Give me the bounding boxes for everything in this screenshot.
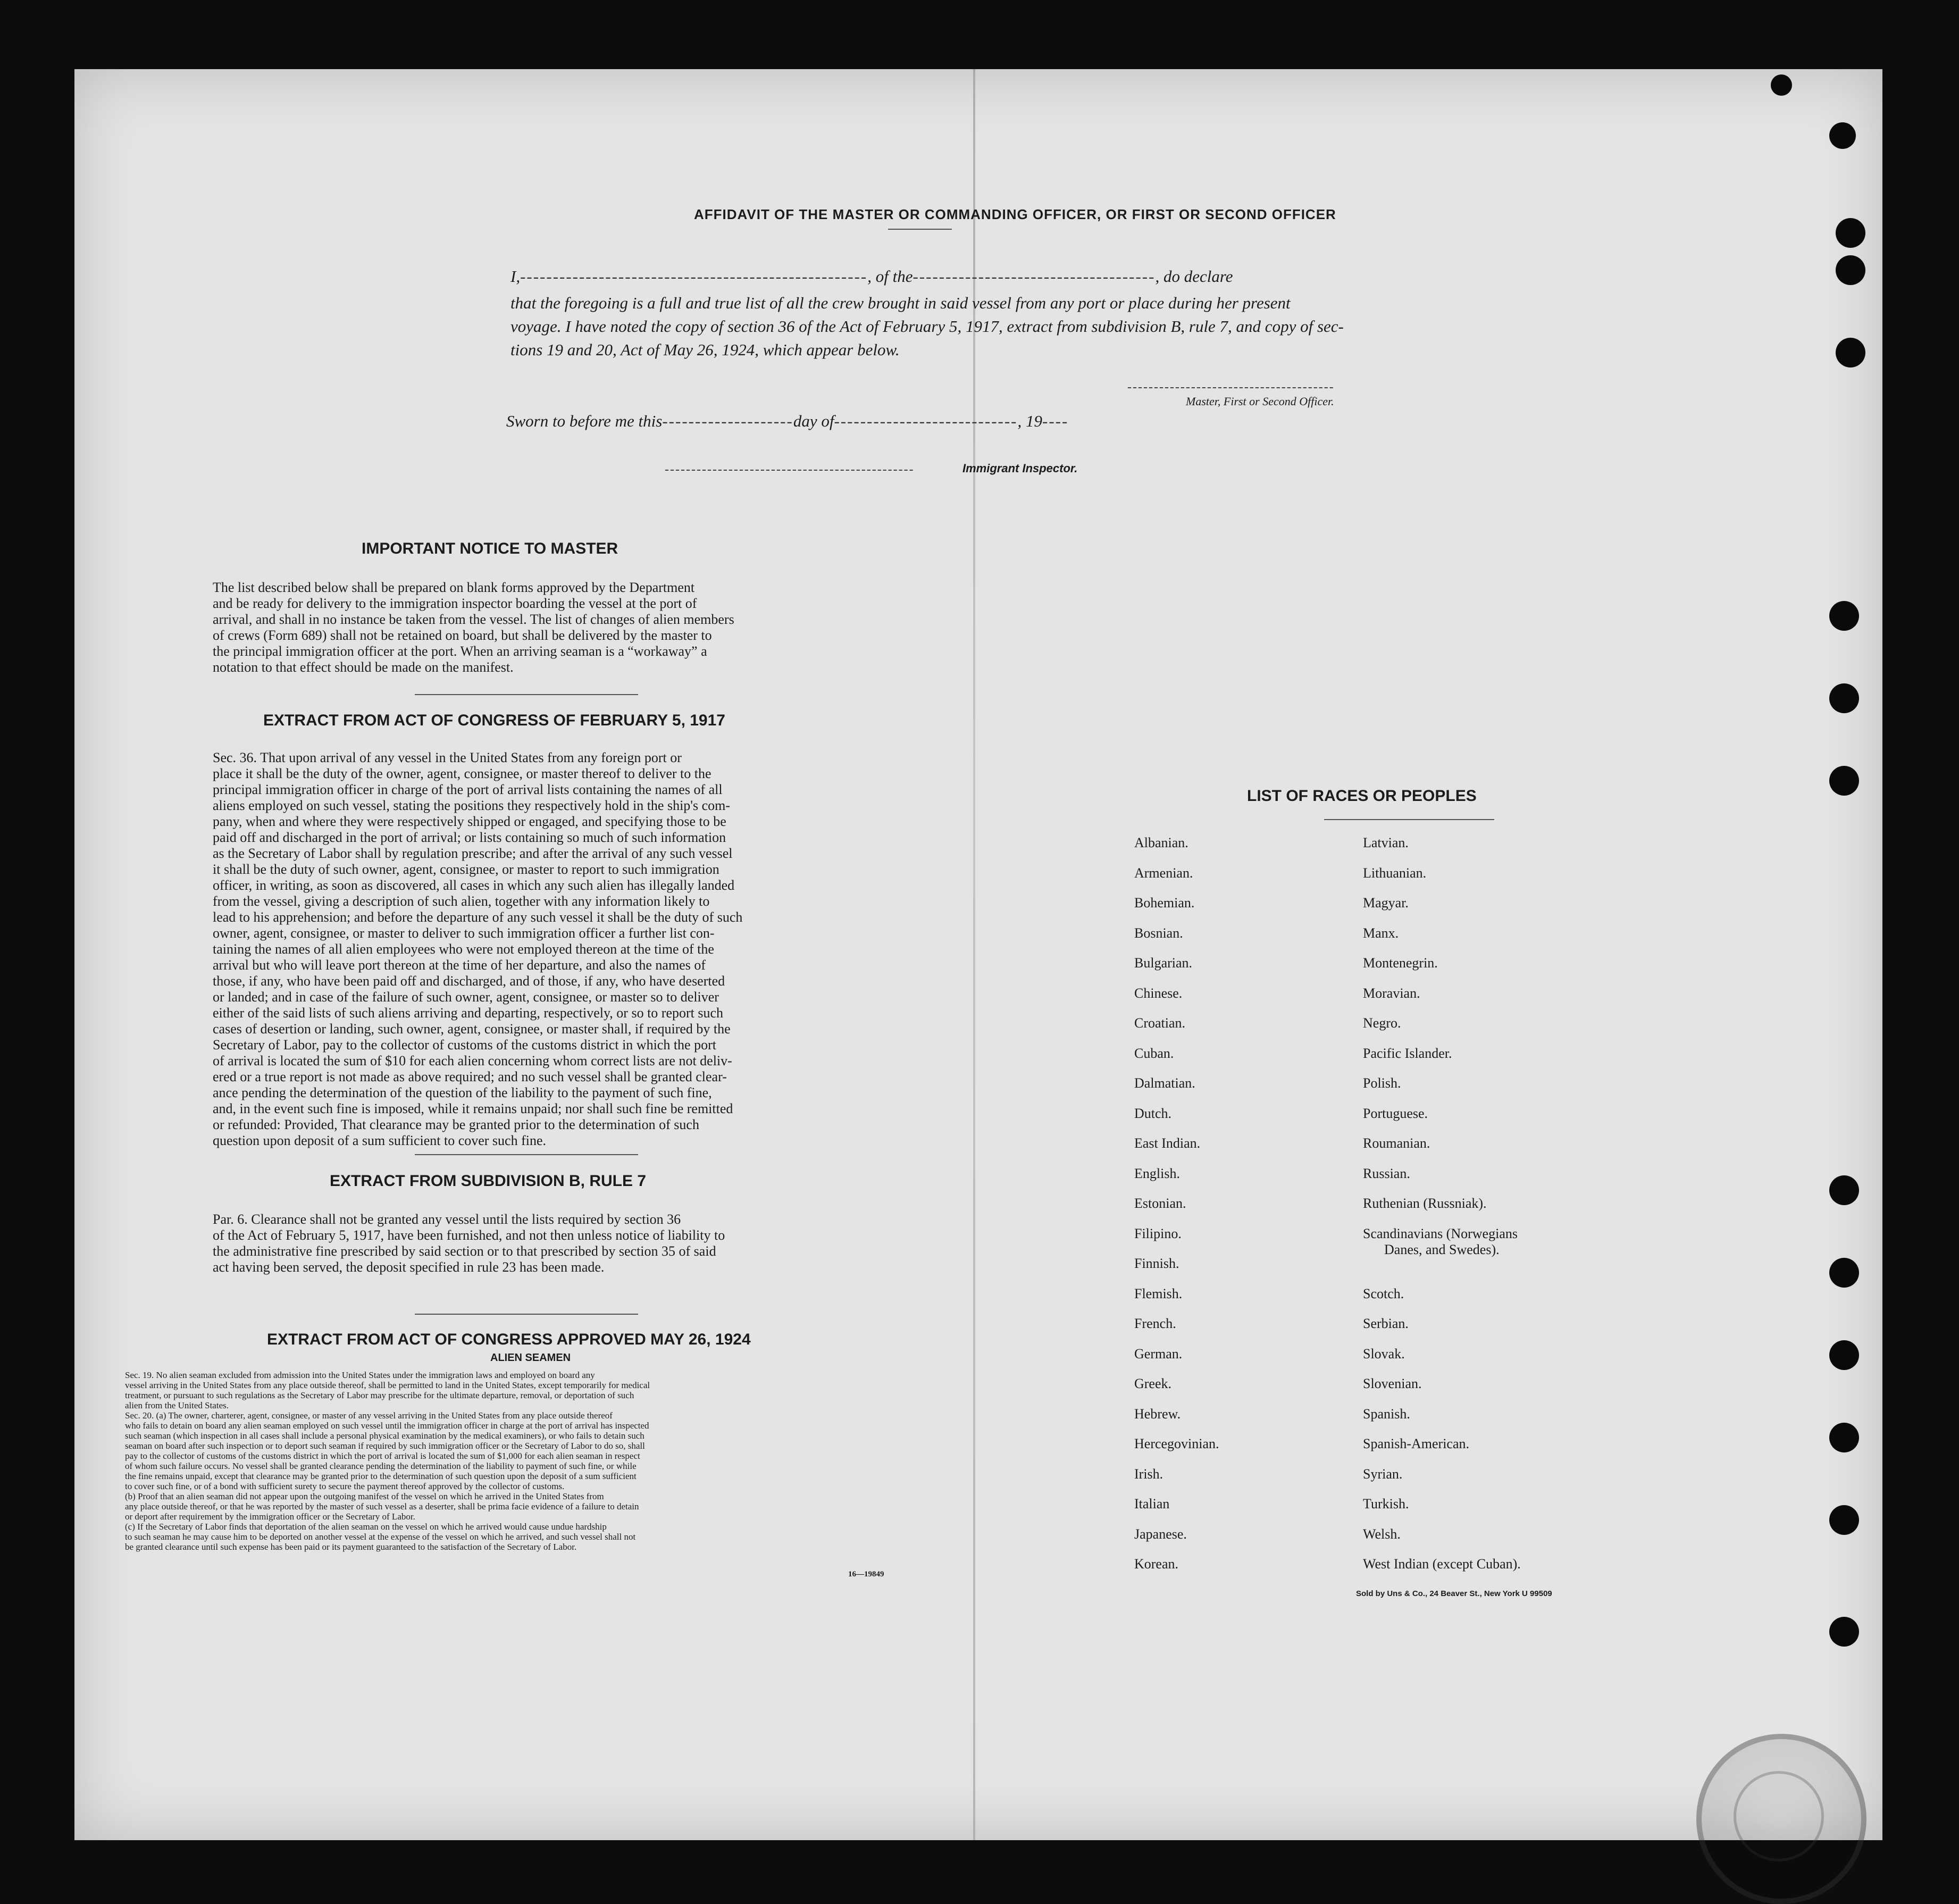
notice-line: The list described below shall be prepared on blank forms approved by the Department bbox=[213, 580, 695, 595]
punch-hole bbox=[1829, 1423, 1859, 1452]
race-item: French. bbox=[1134, 1316, 1176, 1331]
race-item: Russian. bbox=[1363, 1165, 1410, 1181]
race-item: Hebrew. bbox=[1134, 1406, 1181, 1422]
race-item: Bulgarian. bbox=[1134, 955, 1193, 971]
extract-1924-line: Sec. 19. No alien seaman excluded from admission into the United States under the immigration laws and employed on board any bbox=[125, 1370, 595, 1380]
notice-line: notation to that effect should be made on the manifest. bbox=[213, 659, 514, 675]
declaration-do-declare: , do declare bbox=[1155, 267, 1233, 286]
sworn-year: , 19 bbox=[1017, 412, 1042, 430]
race-item: English. bbox=[1134, 1165, 1180, 1181]
punch-hole bbox=[1836, 218, 1865, 248]
extract-1917-line: owner, agent, consignee, or master to deliver to such immigration officer a further list con- bbox=[213, 925, 715, 941]
manifest-sheet bbox=[74, 69, 1882, 1840]
extract-1924-line: seaman on board after such inspection or to deport such seaman if required by such immigration officer or the Secretary of Labor to do so, shall bbox=[125, 1441, 645, 1451]
race-item: Portuguese. bbox=[1363, 1105, 1428, 1121]
race-item: Finnish. bbox=[1134, 1256, 1179, 1271]
sworn-line: Sworn to before me this--------------------day of----------------------------, 19---- bbox=[506, 412, 1069, 430]
punch-hole bbox=[1829, 766, 1859, 796]
punch-hole bbox=[1829, 683, 1859, 713]
extract-1924-title: EXTRACT FROM ACT OF CONGRESS APPROVED MAY 26, 1924 bbox=[267, 1331, 751, 1348]
extract-1917-line: pany, when and where they were respectively shipped or engaged, and specifying those to be bbox=[213, 814, 726, 829]
punch-hole bbox=[1836, 255, 1865, 285]
section-rule bbox=[415, 1314, 638, 1315]
race-item: Chinese. bbox=[1134, 985, 1183, 1001]
races-left-column bbox=[1134, 835, 1219, 1586]
embossed-seal bbox=[1696, 1734, 1866, 1904]
extract-1924-line: to such seaman he may cause him to be deported on another vessel at the expense of the vessel on which he arrived, and such vessel shall not bbox=[125, 1532, 636, 1542]
extract-rule7-body bbox=[213, 1212, 883, 1275]
extract-1924-line: vessel arriving in the United States from any place outside thereof, shall be permitted to land in the United States, except temporarily for medical bbox=[125, 1380, 650, 1390]
race-item: Estonian. bbox=[1134, 1196, 1186, 1211]
master-signature-line: --------------------------------------- bbox=[1127, 380, 1335, 394]
punch-hole bbox=[1829, 1340, 1859, 1370]
punch-hole bbox=[1829, 1258, 1859, 1288]
extract-1917-line: those, if any, who have been paid off and discharged, and of those, if any, who have deserted bbox=[213, 973, 725, 989]
extract-1917-line: either of the said lists of such aliens arriving and departing, respectively, or so to report such bbox=[213, 1005, 724, 1021]
extract-1924-line: be granted clearance until such expense has been paid or its payment guaranteed to the satisfaction of the Secretary of Labor. bbox=[125, 1542, 577, 1552]
alien-seamen-subtitle: ALIEN SEAMEN bbox=[490, 1352, 571, 1364]
extract-1917-body bbox=[213, 750, 883, 1149]
extract-1917-line: lead to his apprehension; and before the departure of any such vessel it shall be the duty of such bbox=[213, 909, 743, 925]
notice-line: and be ready for delivery to the immigration inspector boarding the vessel at the port of bbox=[213, 596, 697, 611]
race-item: Albanian. bbox=[1134, 835, 1188, 850]
race-item: Bosnian. bbox=[1134, 925, 1183, 941]
title-rule bbox=[888, 229, 952, 230]
inspector-label: Immigrant Inspector. bbox=[962, 462, 1078, 475]
race-item: Irish. bbox=[1134, 1466, 1163, 1482]
race-item: Roumanian. bbox=[1363, 1135, 1430, 1151]
race-item: Cuban. bbox=[1134, 1045, 1174, 1061]
race-item: Croatian. bbox=[1134, 1015, 1186, 1031]
extract-1917-line: from the vessel, giving a description of such alien, together with any information likely to bbox=[213, 893, 710, 909]
race-item: Greek. bbox=[1134, 1376, 1172, 1391]
race-item: Dutch. bbox=[1134, 1105, 1172, 1121]
section-rule bbox=[415, 694, 638, 695]
race-item: Negro. bbox=[1363, 1015, 1401, 1031]
extract-rule7-line: act having been served, the deposit specified in rule 23 has been made. bbox=[213, 1259, 605, 1275]
declaration-line-1: I,-----------------------------------------------------, of the-------------------------------------, do declare bbox=[510, 267, 1233, 286]
extract-1924-line: such seaman (which inspection in all cases shall include a personal physical examination by the medical examiners), or who fails to detain such bbox=[125, 1431, 644, 1441]
declaration-line-3: voyage. I have noted the copy of section 36 of the Act of February 5, 1917, extract from subdivision B, rule 7, and copy of sec- bbox=[510, 317, 1344, 336]
extract-1917-line: or refunded: Provided, That clearance may be granted prior to the determination of such bbox=[213, 1117, 699, 1132]
extract-1917-line: paid off and discharged in the port of arrival; or lists containing so much of such information bbox=[213, 830, 726, 845]
notice-body bbox=[213, 580, 883, 675]
extract-1917-line: place it shall be the duty of the owner, agent, consignee, or master thereof to deliver to the bbox=[213, 766, 711, 781]
race-item: Japanese. bbox=[1134, 1526, 1187, 1542]
race-item bbox=[1363, 1226, 1521, 1286]
declaration-line-2: that the foregoing is a full and true list of all the crew brought in said vessel from any port or place during her present bbox=[510, 294, 1291, 312]
race-item: Bohemian. bbox=[1134, 895, 1195, 911]
extract-1917-line: cases of desertion or landing, such owner, agent, consignee, or master shall, if required by the bbox=[213, 1021, 731, 1037]
extract-1924-line: of whom such failure occurs. No vessel shall be granted clearance pending the determination of the liability to payment of such fine, or while bbox=[125, 1461, 637, 1471]
section-rule bbox=[415, 1154, 638, 1155]
race-item: Serbian. bbox=[1363, 1316, 1409, 1331]
sworn-before-me: Sworn to before me this bbox=[506, 412, 663, 430]
extract-1917-line: or landed; and in case of the failure of such owner, agent, consignee, or master so to deliver bbox=[213, 989, 719, 1005]
notice-line: arrival, and shall in no instance be taken from the vessel. The list of changes of alien members bbox=[213, 612, 734, 627]
extract-1917-line: officer, in writing, as soon as discovered, all cases in which any such alien has illegally landed bbox=[213, 878, 735, 893]
race-item-line: Danes, and Swedes). bbox=[1384, 1241, 1500, 1257]
extract-rule7-line: the administrative fine prescribed by said section or to that prescribed by section 35 of said bbox=[213, 1243, 716, 1259]
extract-rule7-line: Par. 6. Clearance shall not be granted any vessel until the lists required by section 36 bbox=[213, 1212, 681, 1227]
notice-line: the principal immigration officer at the port. When an arriving seaman is a “workaway” a bbox=[213, 644, 707, 659]
race-item: Slovak. bbox=[1363, 1346, 1405, 1362]
extract-1917-line: it shall be the duty of such owner, agent, consignee, or master to report to such immigration bbox=[213, 862, 719, 877]
race-item: Hercegovinian. bbox=[1134, 1436, 1219, 1451]
extract-1917-line: of arrival is located the sum of $10 for each alien concerning whom correct lists are not deliv- bbox=[213, 1053, 732, 1068]
extract-1924-line: treatment, or pursuant to such regulations as the Secretary of Labor may prescribe for the ultimate departure, removal, or deportation of such bbox=[125, 1390, 634, 1400]
extract-1917-line: Sec. 36. That upon arrival of any vessel in the United States from any foreign port or bbox=[213, 750, 682, 765]
extract-1924-line: (b) Proof that an alien seaman did not appear upon the outgoing manifest of the vessel on which he arrived in the United States from bbox=[125, 1491, 604, 1501]
extract-1924-line: (c) If the Secretary of Labor finds that deportation of the alien seaman on the vessel on which he arrived would cause undue hardship bbox=[125, 1522, 607, 1532]
extract-1917-line: taining the names of all alien employees who were not employed thereon at the time of the bbox=[213, 941, 714, 957]
extract-1917-line: question upon deposit of a sum sufficient to cover such fine. bbox=[213, 1133, 547, 1148]
extract-1924-line: any place outside thereof, or that he was reported by the master of such vessel as a deserter, shall be prima facie evidence of a failure to detain bbox=[125, 1501, 639, 1511]
punch-hole bbox=[1771, 74, 1792, 96]
extract-1917-line: as the Secretary of Labor shall by regulation prescribe; and after the arrival of any such vessel bbox=[213, 846, 733, 861]
race-item: Italian bbox=[1134, 1496, 1170, 1511]
extract-1917-line: ered or a true report is not made as above required; and no such vessel shall be granted clear- bbox=[213, 1069, 727, 1084]
races-title: LIST OF RACES OR PEOPLES bbox=[1247, 787, 1477, 805]
extract-1917-line: Secretary of Labor, pay to the collector of customs of the customs district in which the port bbox=[213, 1037, 716, 1053]
race-item: East Indian. bbox=[1134, 1135, 1201, 1151]
affidavit-title: AFFIDAVIT OF THE MASTER OR COMMANDING OFFICER, OR FIRST OR SECOND OFFICER bbox=[694, 206, 1336, 222]
extract-1917-line: ance pending the determination of the question of the liability to the payment of such fine, bbox=[213, 1085, 712, 1100]
extract-1917-line: principal immigration officer in charge of the port of arrival lists containing the names of all bbox=[213, 782, 723, 797]
race-item: Armenian. bbox=[1134, 865, 1193, 881]
race-item: Filipino. bbox=[1134, 1225, 1182, 1241]
races-title-rule bbox=[1324, 819, 1494, 820]
extract-1917-line: arrival but who will leave port thereon at the time of her departure, and also the names of bbox=[213, 957, 706, 973]
extract-1924-line: Sec. 20. (a) The owner, charterer, agent, consignee, or master of any vessel arriving in the United States from any place outside thereof bbox=[125, 1410, 613, 1421]
race-item: Slovenian. bbox=[1363, 1376, 1422, 1391]
printer-line: Sold by Uns & Co., 24 Beaver St., New York U 99509 bbox=[1356, 1589, 1552, 1598]
extract-1924-line: alien from the United States. bbox=[125, 1400, 229, 1410]
race-item-line: Scandinavians (Norwegians bbox=[1363, 1225, 1518, 1241]
race-item: Scotch. bbox=[1363, 1285, 1404, 1301]
extract-1924-line: or deport after requirement by the immigration officer or the Secretary of Labor. bbox=[125, 1511, 415, 1522]
extract-1917-line: aliens employed on such vessel, stating the positions they respectively hold in the ship's com- bbox=[213, 798, 731, 813]
extract-1924-body bbox=[125, 1370, 976, 1552]
race-item: German. bbox=[1134, 1346, 1183, 1362]
sworn-day-of: day of bbox=[793, 412, 834, 430]
race-item: Latvian. bbox=[1363, 835, 1409, 850]
races-right-column bbox=[1363, 835, 1521, 1586]
extract-1917-title: EXTRACT FROM ACT OF CONGRESS OF FEBRUARY 5, 1917 bbox=[263, 712, 725, 729]
punch-hole bbox=[1836, 338, 1865, 368]
extract-rule7-title: EXTRACT FROM SUBDIVISION B, RULE 7 bbox=[330, 1172, 647, 1190]
race-item: Turkish. bbox=[1363, 1496, 1409, 1511]
notice-title: IMPORTANT NOTICE TO MASTER bbox=[362, 540, 618, 557]
race-item: Magyar. bbox=[1363, 895, 1409, 911]
race-item: Korean. bbox=[1134, 1556, 1179, 1572]
declaration-i: I, bbox=[510, 267, 521, 286]
race-item: Polish. bbox=[1363, 1075, 1401, 1091]
inspector-signature-line: ----------------------------------------------- bbox=[665, 463, 915, 477]
race-item: Pacific Islander. bbox=[1363, 1045, 1452, 1061]
race-item: Welsh. bbox=[1363, 1526, 1401, 1542]
race-item: Lithuanian. bbox=[1363, 865, 1427, 881]
race-item: Moravian. bbox=[1363, 985, 1420, 1001]
notice-line: of crews (Form 689) shall not be retained on board, but shall be delivered by the master to bbox=[213, 628, 712, 643]
race-item: Flemish. bbox=[1134, 1285, 1183, 1301]
punch-hole bbox=[1829, 1175, 1859, 1205]
race-item: Spanish. bbox=[1363, 1406, 1410, 1422]
punch-hole bbox=[1829, 1505, 1859, 1535]
declaration-of-the: , of the bbox=[867, 267, 913, 286]
race-item: Montenegrin. bbox=[1363, 955, 1438, 971]
punch-hole bbox=[1829, 1617, 1859, 1647]
master-signature-label: Master, First or Second Officer. bbox=[1186, 395, 1334, 408]
extract-rule7-line: of the Act of February 5, 1917, have been furnished, and not then unless notice of liability to bbox=[213, 1227, 725, 1243]
extract-1924-line: who fails to detain on board any alien seaman employed on such vessel until the immigration officer in charge at the port of arrival has inspected bbox=[125, 1421, 649, 1431]
race-item: Manx. bbox=[1363, 925, 1399, 941]
extract-1924-line: to cover such fine, or of a bond with sufficient surety to secure the payment thereof approved by the collector of customs. bbox=[125, 1481, 565, 1491]
punch-hole bbox=[1829, 601, 1859, 631]
declaration-line-4: tions 19 and 20, Act of May 26, 1924, which appear below. bbox=[510, 340, 900, 359]
punch-hole bbox=[1829, 122, 1856, 149]
race-item: Syrian. bbox=[1363, 1466, 1403, 1482]
race-item: Dalmatian. bbox=[1134, 1075, 1195, 1091]
form-number: 16—19849 bbox=[848, 1570, 884, 1579]
race-item: Ruthenian (Russniak). bbox=[1363, 1196, 1487, 1211]
race-item: Spanish-American. bbox=[1363, 1436, 1470, 1451]
extract-1924-line: pay to the collector of customs of the customs district in which the port of arrival is located the sum of $1,000 for each alien seaman in respect bbox=[125, 1451, 640, 1461]
race-item: West Indian (except Cuban). bbox=[1363, 1556, 1521, 1572]
extract-1924-line: the fine remains unpaid, except that clearance may be granted prior to the determination of such question upon the deposit of a sum sufficient bbox=[125, 1471, 637, 1481]
extract-1917-line: and, in the event such fine is imposed, while it remains unpaid; nor shall such fine be remitted bbox=[213, 1101, 733, 1116]
